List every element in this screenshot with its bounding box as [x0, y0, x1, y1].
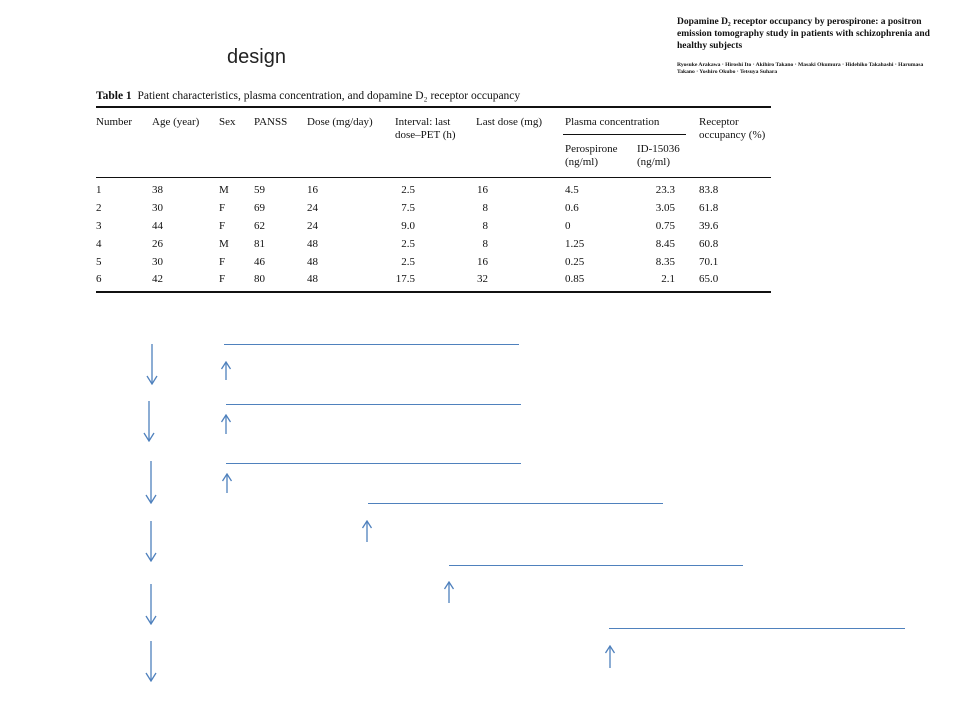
table-cell: 65.0 — [699, 273, 719, 285]
table-cell: 8 — [482, 202, 488, 214]
table-cell: 24 — [307, 220, 318, 232]
table-caption — [96, 90, 776, 102]
table-cell: 16 — [477, 184, 488, 196]
table-cell: 9.0 — [401, 220, 415, 232]
table-cell: 2.5 — [401, 238, 415, 250]
table-cell: 62 — [254, 220, 265, 232]
table-cell: 1 — [96, 184, 102, 196]
up-arrow-icon — [360, 520, 374, 543]
header-occupancy: Receptor occupancy (%) — [699, 116, 766, 141]
plasma-subheader-rule — [563, 134, 686, 135]
table-cell: 2.5 — [401, 256, 415, 268]
timeline-line — [226, 404, 521, 405]
table-cell: 30 — [152, 256, 163, 268]
table-cell: 80 — [254, 273, 265, 285]
table-top-rule — [96, 106, 771, 108]
table-cell: 16 — [307, 184, 318, 196]
table-cell: 3 — [96, 220, 102, 232]
paper-authors: Ryosuke Arakawa · Hiroshi Ito · Akihiro Takano · Masaki Okumura · Hidehiko Takahashi · Harumasa Takano · Yoshiro Okubo · Tetsuya Suhara — [677, 62, 924, 76]
table-cell: 2 — [96, 202, 102, 214]
table-cell: 2.5 — [401, 184, 415, 196]
header-last-dose: Last dose (mg) — [476, 116, 542, 128]
table-cell: 38 — [152, 184, 163, 196]
down-arrow-icon — [142, 400, 156, 442]
table-cell: 4 — [96, 238, 102, 250]
table-cell: 0.6 — [565, 202, 579, 214]
table-cell: 48 — [307, 273, 318, 285]
header-sex: Sex — [219, 116, 236, 128]
table-cell: 8 — [482, 238, 488, 250]
header-plasma: Plasma concentration — [565, 116, 660, 128]
table-cell: 0.75 — [655, 220, 675, 232]
table-cell: 44 — [152, 220, 163, 232]
table-cell: 81 — [254, 238, 265, 250]
table-cell: 30 — [152, 202, 163, 214]
down-arrow-icon — [144, 520, 158, 562]
table-cell: M — [219, 238, 229, 250]
timeline-line — [449, 565, 743, 566]
table-cell: M — [219, 184, 229, 196]
header-perospirone: Perospirone (ng/ml) — [565, 143, 618, 168]
table-cell: 8.45 — [655, 238, 675, 250]
table-cell: 23.3 — [655, 184, 675, 196]
table-cell: 5 — [96, 256, 102, 268]
header-age: Age (year) — [152, 116, 200, 128]
down-arrow-icon — [145, 343, 159, 385]
table-cell: 60.8 — [699, 238, 719, 250]
table-cell: 4.5 — [565, 184, 579, 196]
table-cell: 39.6 — [699, 220, 719, 232]
up-arrow-icon — [219, 414, 233, 435]
header-number: Number — [96, 116, 133, 128]
table-cell: 69 — [254, 202, 265, 214]
table-cell: 17.5 — [395, 273, 415, 285]
timeline-line — [609, 628, 905, 629]
table-cell: 32 — [477, 273, 488, 285]
timeline-line — [368, 503, 663, 504]
table-cell: 59 — [254, 184, 265, 196]
header-id15036: ID-15036 (ng/ml) — [637, 143, 680, 168]
table-cell: 48 — [307, 256, 318, 268]
table-cell: F — [219, 256, 226, 268]
up-arrow-icon — [442, 581, 456, 604]
table-cell: 2.1 — [661, 273, 675, 285]
table-cell: 7.5 — [401, 202, 415, 214]
table-cell: 8 — [482, 220, 488, 232]
header-dose: Dose (mg/day) — [307, 116, 373, 128]
table-cell: F — [219, 202, 226, 214]
table-cell: 16 — [477, 256, 488, 268]
table-cell: 42 — [152, 273, 163, 285]
table-cell: 24 — [307, 202, 318, 214]
table-cell: 0 — [565, 220, 571, 232]
table-cell: 6 — [96, 273, 102, 285]
table-cell: 48 — [307, 238, 318, 250]
up-arrow-icon — [219, 361, 233, 381]
table-cell: 83.8 — [699, 184, 719, 196]
paper-title: Dopamine D₂ receptor occupancy by perospirone: a positron emission tomography study in patients with schizophrenia and healthy subjects — [677, 17, 930, 51]
header-panss: PANSS — [254, 116, 288, 128]
table-cell: F — [219, 273, 226, 285]
table-header-rule — [96, 177, 771, 178]
table-cell: 0.25 — [565, 256, 585, 268]
table-cell: 26 — [152, 238, 163, 250]
timeline-line — [226, 463, 521, 464]
down-arrow-icon — [144, 640, 158, 682]
table-caption-text: Patient characteristics, plasma concentration, and dopamine D₂ receptor occupancy — [137, 90, 521, 102]
down-arrow-icon — [144, 583, 158, 625]
table-cell: 8.35 — [655, 256, 675, 268]
timeline-line — [224, 344, 519, 345]
table-cell: 1.25 — [565, 238, 585, 250]
header-interval: Interval: last dose–PET (h) — [395, 116, 456, 141]
table-cell: 0.85 — [565, 273, 585, 285]
design-label: design — [227, 46, 286, 68]
table-cell: F — [219, 220, 226, 232]
table-label: Table 1 — [96, 90, 132, 102]
table-cell: 61.8 — [699, 202, 719, 214]
up-arrow-icon — [220, 473, 234, 494]
table-cell: 46 — [254, 256, 265, 268]
table-cell: 3.05 — [655, 202, 675, 214]
table-cell: 70.1 — [699, 256, 719, 268]
table-bottom-rule — [96, 291, 771, 293]
up-arrow-icon — [603, 645, 617, 669]
down-arrow-icon — [144, 460, 158, 504]
